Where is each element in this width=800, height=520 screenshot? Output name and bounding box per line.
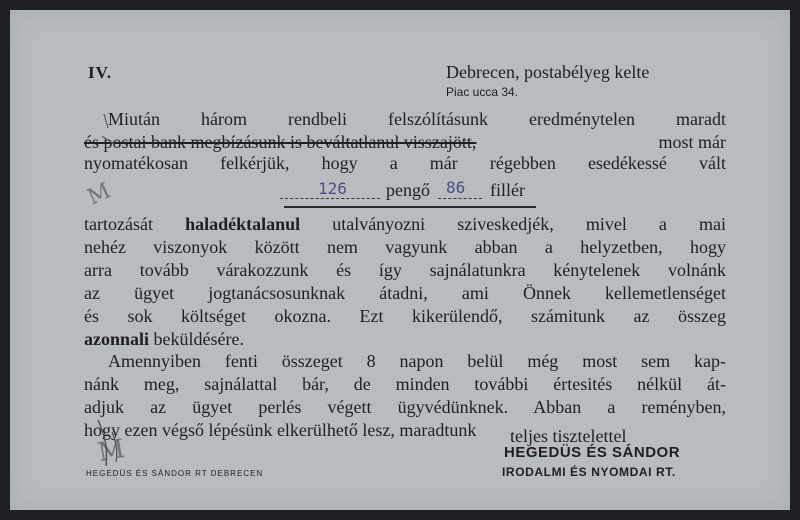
emphasis-azonnali: azonnali [84, 329, 150, 349]
printer-imprint: HEGEDÜS ÉS SÁNDOR RT DEBRECEN [86, 469, 264, 478]
struck-text: és postai bank megbízásunk is beváltatlanul visszajött, [84, 132, 477, 152]
body-line-4: tartozását haladéktalanul utalványozni sziveskedjék, mivel a mai [84, 214, 726, 234]
body-line-11: nánk meg, sajnálattal bár, de minden további értesités nélkül át- [84, 374, 726, 394]
pengo-label: pengő [386, 180, 430, 200]
notice-number: IV. [88, 63, 112, 82]
body-line-2-end: most már [658, 132, 726, 152]
reminder-postcard [10, 10, 790, 510]
place-and-date-line: Debrecen, postabélyeg kelte [446, 62, 650, 82]
body-line-5: nehéz viszonyok között nem vagyunk abban a helyzetben, hogy [84, 237, 726, 257]
margin-mark-2: M [95, 433, 128, 469]
closing-greeting: teljes tisztelettel [510, 426, 627, 446]
pengo-amount: 126 [318, 179, 347, 198]
body-line-13: hogy ezen végső lépésünk elkerülhető lesz, maradtunk [84, 420, 477, 440]
amount-field [280, 178, 540, 208]
margin-scribble [90, 414, 130, 474]
body-line-2 [84, 131, 726, 153]
filler-dotted-line [438, 198, 482, 199]
pengo-dotted-line [280, 198, 380, 199]
body-line-3: nyomatékosan felkérjük, hogy a már régebben esedékessé vált [84, 153, 726, 173]
margin-tick [94, 110, 124, 150]
body-line-10: Amennyiben fenti összeget 8 napon belül még most sem kap- [108, 351, 726, 371]
body-line-8: és sok költséget okozna. Ezt kikerülendő, számitunk az összeg [84, 306, 726, 326]
margin-mark-1: M [83, 178, 115, 211]
body-line-12: adjuk az ügyet perlés végett ügyvédünknek. Abban a reményben, [84, 397, 726, 417]
emphasis-haladektalanul: haladéktalanul [185, 214, 301, 234]
body-line-6: arra tovább várakozzunk és így sajnálatunkra kénytelenek volnánk [84, 260, 726, 280]
body-line-1: Miután három rendbeli felszólításunk eredménytelen maradt [108, 109, 726, 129]
company-subtitle: IRODALMI ÉS NYOMDAI RT. [502, 465, 676, 479]
amount-underline [284, 206, 536, 208]
filler-label: fillér [490, 180, 525, 200]
body-line-7: az ügyet jogtanácsosunknak átadni, ami Önnek kellemetlenséget [84, 283, 726, 303]
street-address: Piac ucca 34. [446, 85, 519, 99]
company-name: HEGEDÜS ÉS SÁNDOR [504, 444, 681, 461]
filler-amount: 86 [446, 178, 466, 197]
body-line-9: azonnali beküldésére. [84, 329, 244, 349]
